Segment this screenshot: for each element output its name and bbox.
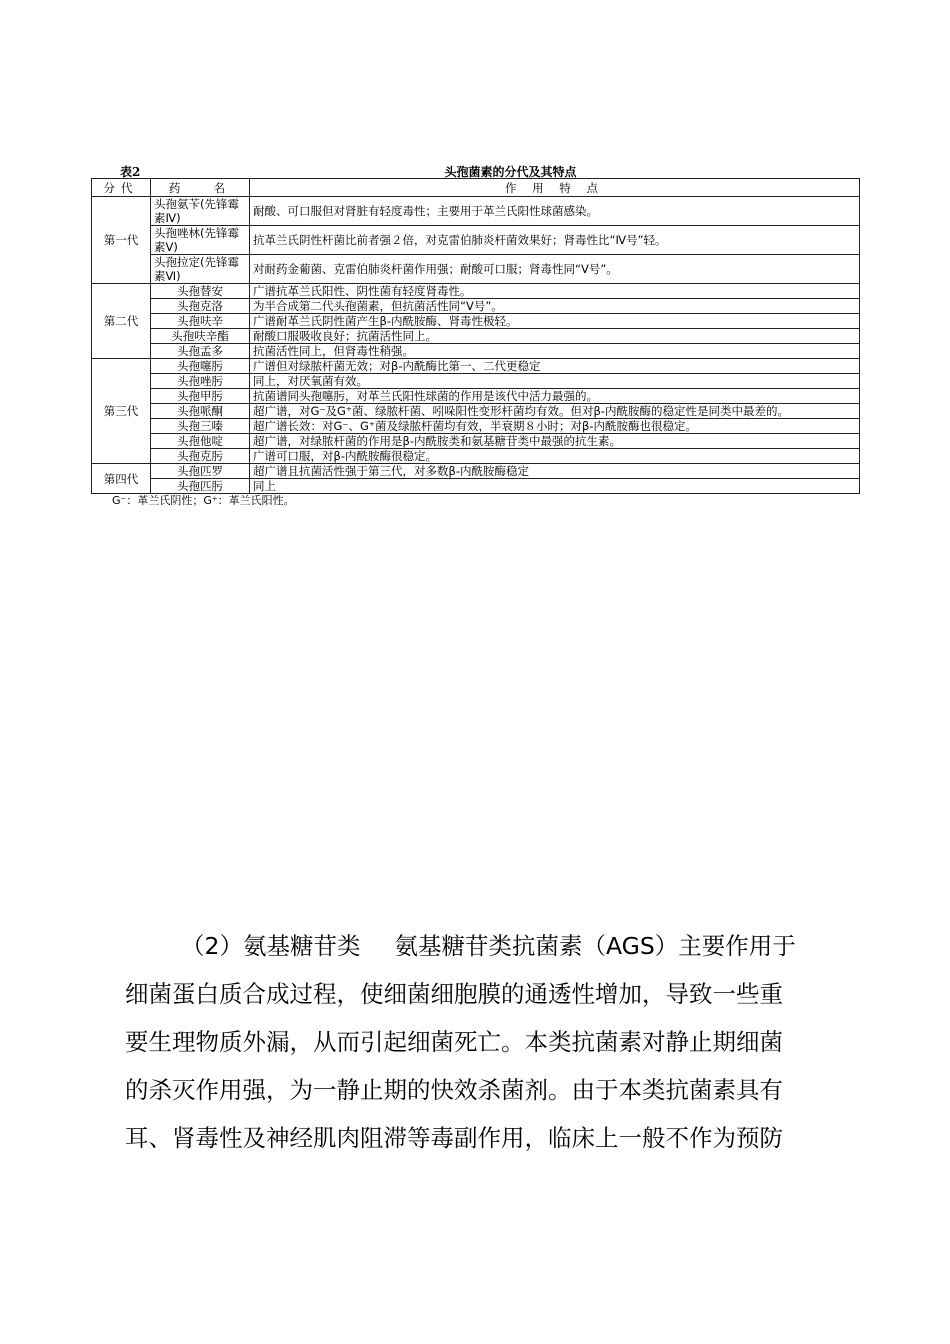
table-row bbox=[92, 299, 860, 314]
generation-cell: 第四代 bbox=[92, 464, 151, 494]
effect-cell: 抗菌活性同上，但肾毒性稍强。 bbox=[250, 344, 860, 359]
table-caption bbox=[88, 163, 863, 178]
table-title: 头孢菌素的分代及其特点 bbox=[444, 165, 577, 179]
table-label: 表2 bbox=[120, 165, 141, 179]
table-row bbox=[92, 479, 860, 494]
effect-cell: 超广谱，对绿脓杆菌的作用是β-内酰胺类和氨基糖苷类中最强的抗生素。 bbox=[250, 434, 860, 449]
header-effect: 作 用 特 点 bbox=[250, 179, 860, 197]
effect-cell: 抗革兰氏阴性杆菌比前者强２倍，对克雷伯肺炎杆菌效果好；肾毒性比“Ⅳ号”轻。 bbox=[250, 226, 860, 255]
table-row bbox=[92, 434, 860, 449]
effect-cell: 广谱耐革兰氏阴性菌产生β-内酰胺酶、肾毒性极轻。 bbox=[250, 314, 860, 329]
effect-cell: 广谱抗革兰氏阳性、阴性菌有轻度肾毒性。 bbox=[250, 284, 860, 299]
effect-cell: 超广谱长效：对G⁻、G⁺菌及绿脓杆菌均有效，半衰期８小时；对β-内酰胺酶也很稳定。 bbox=[250, 419, 860, 434]
drug-name-cell: 头孢三嗪 bbox=[151, 419, 250, 434]
drug-name-cell: 头孢哌酮 bbox=[151, 404, 250, 419]
generation-cell: 第二代 bbox=[92, 284, 151, 359]
drug-name-cell: 头孢甲肟 bbox=[151, 389, 250, 404]
table-row bbox=[92, 464, 860, 479]
table-row bbox=[92, 389, 860, 404]
drug-name-cell: 头孢噻肟 bbox=[151, 359, 250, 374]
effect-cell: 同上，对厌氧菌有效。 bbox=[250, 374, 860, 389]
drug-table-block bbox=[88, 163, 863, 508]
drug-name-cell: 头孢克洛 bbox=[151, 299, 250, 314]
paragraph-text-1: 氨基糖苷类抗菌素（AGS）主要作用于 bbox=[394, 932, 796, 960]
drug-name-cell: 头孢孟多 bbox=[151, 344, 250, 359]
drug-name-cell: 头孢他啶 bbox=[151, 434, 250, 449]
table-footnote: G⁻：革兰氏阴性；G⁺：革兰氏阳性。 bbox=[112, 494, 295, 507]
drug-name-cell: 头孢克肟 bbox=[151, 449, 250, 464]
paragraph-line-4: 的杀灭作用强，为一静止期的快效杀菌剂。由于本类抗菌素具有 bbox=[125, 1076, 783, 1104]
generation-cell: 第三代 bbox=[92, 359, 151, 464]
effect-cell: 广谱但对绿脓杆菌无效；对β-内酰酶比第一、二代更稳定 bbox=[250, 359, 860, 374]
table-row bbox=[92, 197, 860, 226]
effect-cell: 广谱可口服，对β-内酰胺酶很稳定。 bbox=[250, 449, 860, 464]
effect-cell: 超广谱且抗菌活性强于第三代，对多数β-内酰胺酶稳定 bbox=[250, 464, 860, 479]
drug-name-cell: 头孢呋辛酯 bbox=[151, 329, 250, 344]
cephalosporin-table bbox=[91, 178, 860, 494]
table-row bbox=[92, 284, 860, 299]
table-row bbox=[92, 419, 860, 434]
drug-name-cell: 头孢替安 bbox=[151, 284, 250, 299]
table-row bbox=[92, 374, 860, 389]
effect-cell: 同上 bbox=[250, 479, 860, 494]
table-row bbox=[92, 449, 860, 464]
effect-cell: 耐酸口服吸收良好；抗菌活性同上。 bbox=[250, 329, 860, 344]
table-row bbox=[92, 404, 860, 419]
header-generation: 分代 bbox=[92, 179, 151, 197]
paragraph-line-5: 耳、肾毒性及神经肌肉阻滞等毒副作用，临床上一般不作为预防 bbox=[125, 1124, 783, 1152]
effect-cell: 耐酸、可口服但对肾脏有轻度毒性；主要用于革兰氏阳性球菌感染。 bbox=[250, 197, 860, 226]
table-row bbox=[92, 255, 860, 284]
generation-cell: 第一代 bbox=[92, 197, 151, 284]
drug-name-cell: 头孢拉定(先锋霉素Ⅵ) bbox=[151, 255, 250, 284]
table-row bbox=[92, 344, 860, 359]
header-drug: 药 名 bbox=[151, 179, 250, 197]
section-heading: （2）氨基糖苷类 bbox=[181, 932, 361, 960]
table-header-row bbox=[92, 179, 860, 197]
table-row bbox=[92, 314, 860, 329]
table-row bbox=[92, 359, 860, 374]
drug-name-cell: 头孢唑林(先锋霉素Ⅴ) bbox=[151, 226, 250, 255]
table-row bbox=[92, 329, 860, 344]
table-row bbox=[92, 226, 860, 255]
drug-name-cell: 头孢唑肟 bbox=[151, 374, 250, 389]
drug-name-cell: 头孢氨苄(先锋霉素Ⅳ) bbox=[151, 197, 250, 226]
paragraph-line-1 bbox=[125, 922, 835, 970]
paragraph-line-3: 要生理物质外漏，从而引起细菌死亡。本类抗菌素对静止期细菌 bbox=[125, 1028, 783, 1056]
effect-cell: 对耐药金葡菌、克雷伯肺炎杆菌作用强；耐酸可口服；肾毒性同“Ⅴ号”。 bbox=[250, 255, 860, 284]
effect-cell: 为半合成第二代头孢菌素，但抗菌活性同“Ⅴ号”。 bbox=[250, 299, 860, 314]
body-paragraph bbox=[125, 922, 835, 1162]
paragraph-line-2: 细菌蛋白质合成过程，使细菌细胞膜的通透性增加，导致一些重 bbox=[125, 980, 783, 1008]
drug-name-cell: 头孢呋辛 bbox=[151, 314, 250, 329]
effect-cell: 超广谱，对G⁻及G⁺菌、绿脓杆菌、吲哚阳性变形杆菌均有效。但对β-内酰胺酶的稳定性是同类中最差的。 bbox=[250, 404, 860, 419]
drug-name-cell: 头孢匹肟 bbox=[151, 479, 250, 494]
effect-cell: 抗菌谱同头孢噻肟，对革兰氏阳性球菌的作用是该代中活力最强的。 bbox=[250, 389, 860, 404]
drug-name-cell: 头孢匹罗 bbox=[151, 464, 250, 479]
